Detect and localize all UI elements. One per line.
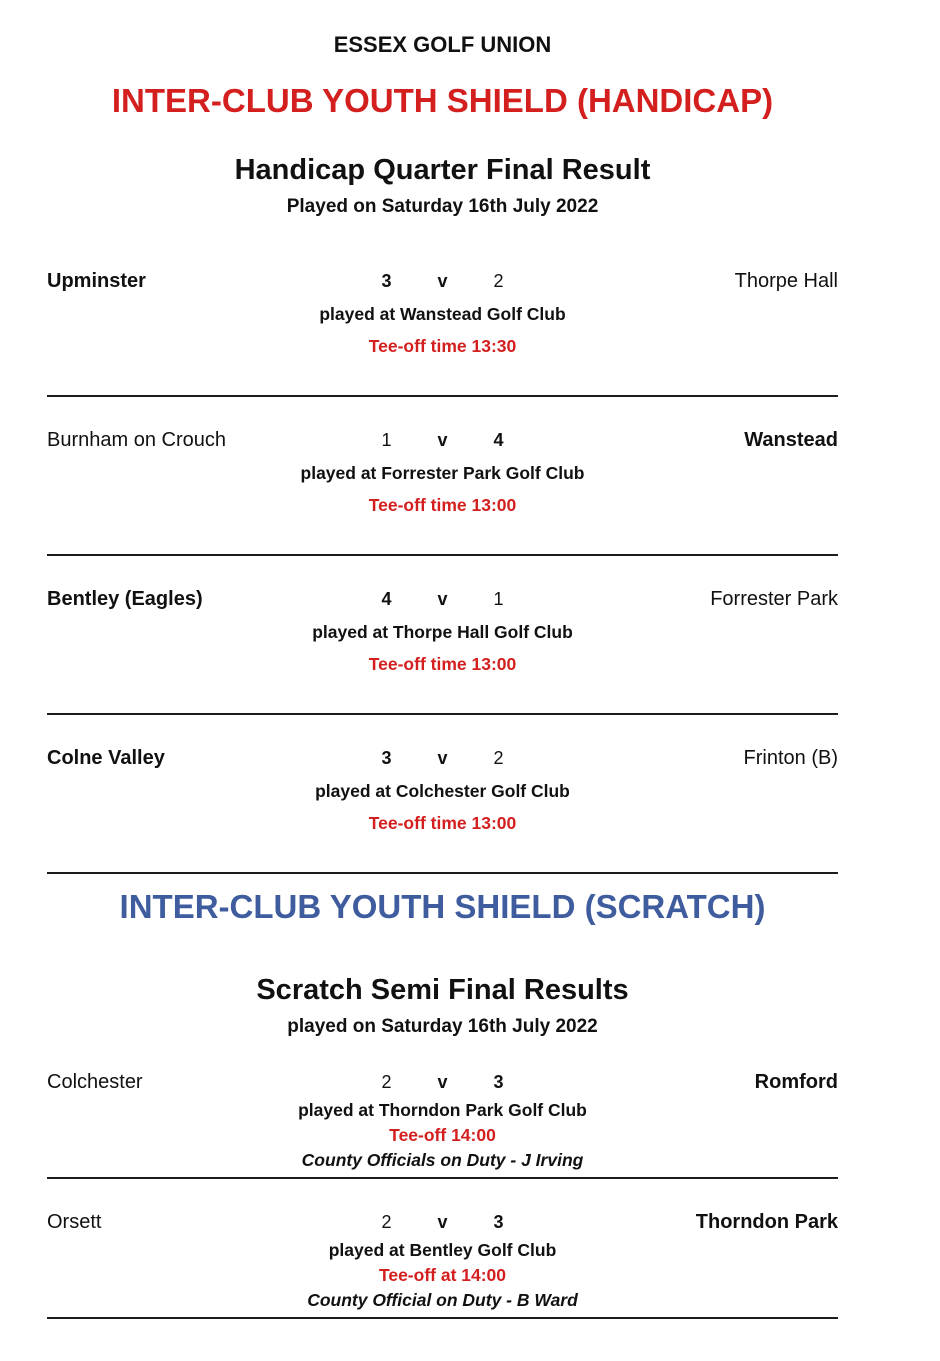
- scratch-match-list: [47, 1039, 838, 1319]
- versus-label: v: [437, 589, 448, 610]
- score-group: [376, 270, 510, 293]
- venue-line: played at Colchester Golf Club: [315, 781, 570, 802]
- away-score: 1: [493, 589, 504, 610]
- home-team: Colchester: [47, 1070, 143, 1093]
- away-score: 4: [493, 430, 504, 451]
- score-group: [376, 747, 510, 770]
- away-team: Frinton (B): [743, 747, 838, 770]
- divider-line: [47, 872, 838, 874]
- scratch-round-title: Scratch Semi Final Results: [256, 974, 629, 1007]
- home-score: 3: [381, 271, 392, 292]
- home-score: 3: [381, 748, 392, 769]
- home-team: Bentley (Eagles): [47, 588, 203, 611]
- home-score: 2: [381, 1071, 392, 1092]
- match-block-handicap-3: [47, 556, 838, 713]
- handicap-shield-title: INTER-CLUB YOUTH SHIELD (HANDICAP): [111, 82, 774, 120]
- tee-off-line: Tee-off time 13:00: [368, 654, 517, 675]
- teams-row: [47, 1069, 838, 1095]
- handicap-round-title: Handicap Quarter Final Result: [234, 154, 651, 187]
- union-title: ESSEX GOLF UNION: [333, 32, 552, 57]
- venue-line: played at Thorpe Hall Golf Club: [312, 622, 573, 643]
- teams-row: [47, 1209, 838, 1235]
- match-block-handicap-1: [47, 238, 838, 395]
- divider-line: [47, 1317, 838, 1319]
- away-score: 2: [493, 271, 504, 292]
- home-team: Burnham on Crouch: [47, 429, 226, 452]
- home-team: Orsett: [47, 1210, 102, 1233]
- venue-line: played at Forrester Park Golf Club: [300, 463, 585, 484]
- venue-line: played at Wanstead Golf Club: [319, 304, 566, 325]
- spacer: [47, 675, 838, 713]
- away-score: 3: [493, 1071, 504, 1092]
- officials-line: County Officials on Duty - J Irving: [301, 1149, 584, 1170]
- venue-line: played at Thorndon Park Golf Club: [298, 1099, 587, 1120]
- home-score: 1: [381, 430, 392, 451]
- match-block-handicap-2: [47, 397, 838, 554]
- versus-label: v: [437, 748, 448, 769]
- home-team: Upminster: [47, 270, 146, 293]
- home-score: 2: [381, 1211, 392, 1232]
- spacer: [47, 516, 838, 554]
- match-block-handicap-4: [47, 715, 838, 872]
- away-team: Thorpe Hall: [734, 270, 838, 293]
- away-team: Romford: [754, 1070, 838, 1093]
- away-team: Wanstead: [744, 429, 838, 452]
- versus-label: v: [437, 1071, 448, 1092]
- tee-off-line: Tee-off at 14:00: [378, 1264, 507, 1285]
- spacer: [47, 357, 838, 395]
- versus-label: v: [437, 1211, 448, 1232]
- officials-line: County Official on Duty - B Ward: [307, 1289, 578, 1310]
- teams-row: [47, 745, 838, 771]
- match-block-scratch-1: [47, 1039, 838, 1177]
- score-group: [376, 588, 510, 611]
- score-group: [376, 1071, 510, 1094]
- teams-row: [47, 586, 838, 612]
- versus-label: v: [437, 271, 448, 292]
- scratch-date-line: played on Saturday 16th July 2022: [287, 1015, 598, 1037]
- score-group: [376, 1211, 510, 1234]
- match-block-scratch-2: [47, 1179, 838, 1317]
- scratch-shield-title: INTER-CLUB YOUTH SHIELD (SCRATCH): [119, 888, 766, 926]
- spacer: [47, 834, 838, 872]
- versus-label: v: [437, 430, 448, 451]
- tee-off-line: Tee-off time 13:30: [368, 336, 517, 357]
- teams-row: [47, 268, 838, 294]
- handicap-date-line: Played on Saturday 16th July 2022: [286, 195, 599, 217]
- handicap-match-list: [47, 238, 838, 874]
- score-group: [376, 429, 510, 452]
- teams-row: [47, 427, 838, 453]
- away-team: Thorndon Park: [695, 1210, 838, 1233]
- away-score: 2: [493, 748, 504, 769]
- tee-off-line: Tee-off 14:00: [389, 1124, 496, 1145]
- tee-off-line: Tee-off time 13:00: [368, 495, 517, 516]
- away-score: 3: [493, 1211, 504, 1232]
- home-team: Colne Valley: [47, 747, 165, 770]
- venue-line: played at Bentley Golf Club: [328, 1239, 557, 1260]
- document-page: [47, 32, 838, 1319]
- home-score: 4: [381, 589, 392, 610]
- away-team: Forrester Park: [710, 588, 838, 611]
- tee-off-line: Tee-off time 13:00: [368, 813, 517, 834]
